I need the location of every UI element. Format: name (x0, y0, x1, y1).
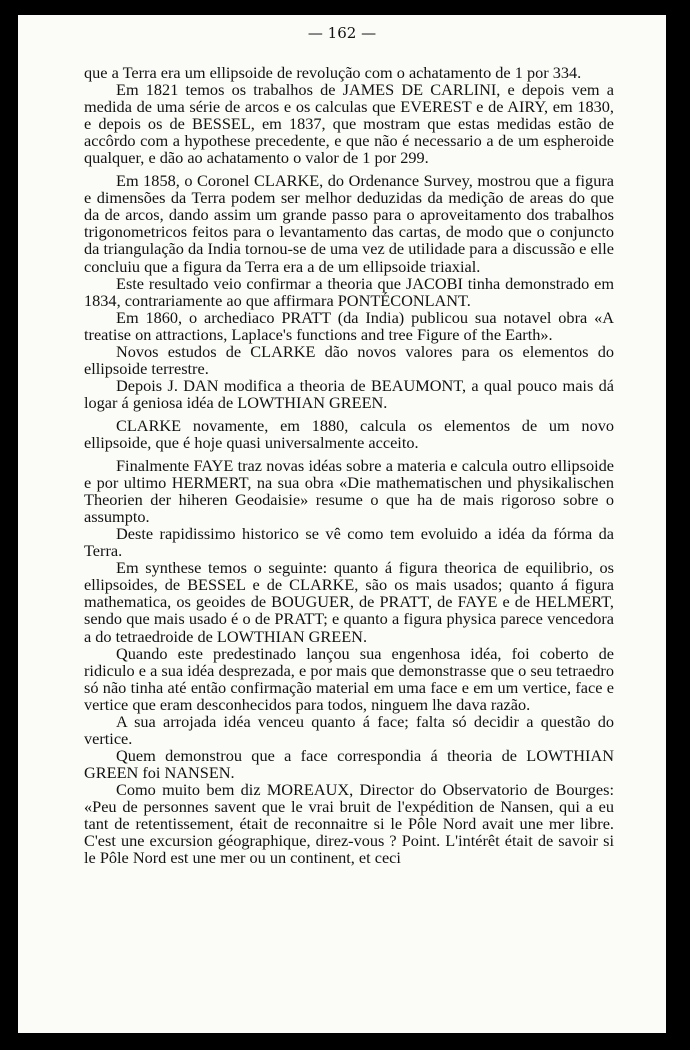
paragraph-2: Em 1821 temos os trabalhos de JAMES DE CARLINI, e depois vem a medida de uma série de arcos e os calculas que EVEREST e de AIRY, em 1830, e depois os de BESSEL, em 1837, que mostram que estas medidas estão de accôrdo com a hypothese precedente, e que não é necessario a de um espheroide qualquer, e dão ao achatamento o valor de 1 por 299. (84, 80, 614, 168)
paragraph-6: Novos estudos de CLARKE dão novos valores para os elementos do ellipsoide terrestre. (84, 341, 614, 378)
paragraph-15: Como muito bem diz MOREAUX, Director do Observatorio de Bourges: «Peu de personnes savent que le vrai bruit de l'expédition de Nansen, qui a eu tant de retentissement, était de reconnaitre si le Pôle Nord avait une mer libre. C'est une excursion géographique, direz-vous ? Point. L'intérêt était de savoir si le Pôle Nord est une mer ou un continent, et ceci (84, 779, 614, 868)
book-page (18, 15, 666, 1033)
paragraph-4: Este resultado veio confirmar a theoria que JACOBI tinha demonstrado em 1834, contrariamente ao que affirmara PONTÉCONLANT. (84, 273, 614, 310)
page-number: — 162 — (307, 24, 377, 42)
paragraph-5: Em 1860, o archediaco PRATT (da India) publicou sua notavel obra «A treatise on attractions, Laplace's functions and tree Figure of the Earth». (84, 307, 614, 344)
paragraph-8: CLARKE novamente, em 1880, calcula os elementos de um novo ellipsoide, que é hoje quasi universalmente acceito. (84, 415, 614, 452)
paragraph-7: Depois J. DAN modifica a theoria de BEAUMONT, a qual pouco mais dá logar á geniosa idéa de LOWTHIAN GREEN. (84, 375, 614, 412)
paragraph-3: Em 1858, o Coronel CLARKE, do Ordenance Survey, mostrou que a figura e dimensões da Terra podem ser melhor deduzidas da medição de areas do que da de arcos, dando assim um grande passo para o aproveitamento dos trabalhos trigonometricos feitos para o levantamento das cartas, de modo que o conjuncto da triangulação da India tornou-se de uma vez de utilidade para a discussão e elle concluiu que a figura da Terra era a de um ellipsoide triaxial. (84, 171, 614, 276)
paragraph-14: Quem demonstrou que a face correspondia á theoria de LOWTHIAN GREEN foi NANSEN. (84, 745, 614, 782)
body-text (84, 64, 614, 866)
paragraph-1: que a Terra era um ellipsoide de revolução com o achatamento de 1 por 334. (84, 63, 582, 82)
paragraph-12: Quando este predestinado lançou sua engenhosa idéa, foi coberto de ridiculo e a sua idéa desprezada, e por mais que demonstrasse que o seu tetraedro só não tinha até então confirmação material em uma face e em um vertice, face e vertice que eram desconhecidos para todos, ninguem lhe dava razão. (84, 643, 614, 714)
paragraph-11: Em synthese temos o seguinte: quanto á figura theorica de equilibrio, os ellipsoides, de BESSEL e de CLARKE, são os mais usados; quanto á figura mathematica, os geoides de BOUGUER, de PRATT, de FAYE e de HELMERT, sendo que mais usado é o de PRATT; e quanto a figura physica parece vencedora a do tetraedroide de LOWTHIAN GREEN. (84, 558, 614, 646)
paragraph-13: A sua arrojada idéa venceu quanto á face; falta só decidir a questão do vertice. (84, 711, 614, 748)
paragraph-9: Finalmente FAYE traz novas idéas sobre a materia e calcula outro ellipsoide e por ultimo HERMERT, na sua obra «Die mathematischen und physikalischen Theorien der hiheren Geodaisie» resume o que ha de mais rigoroso sobre o assumpto. (84, 456, 614, 527)
paragraph-10: Deste rapidissimo historico se vê como tem evoluido a idéa da fórma da Terra. (84, 524, 614, 561)
